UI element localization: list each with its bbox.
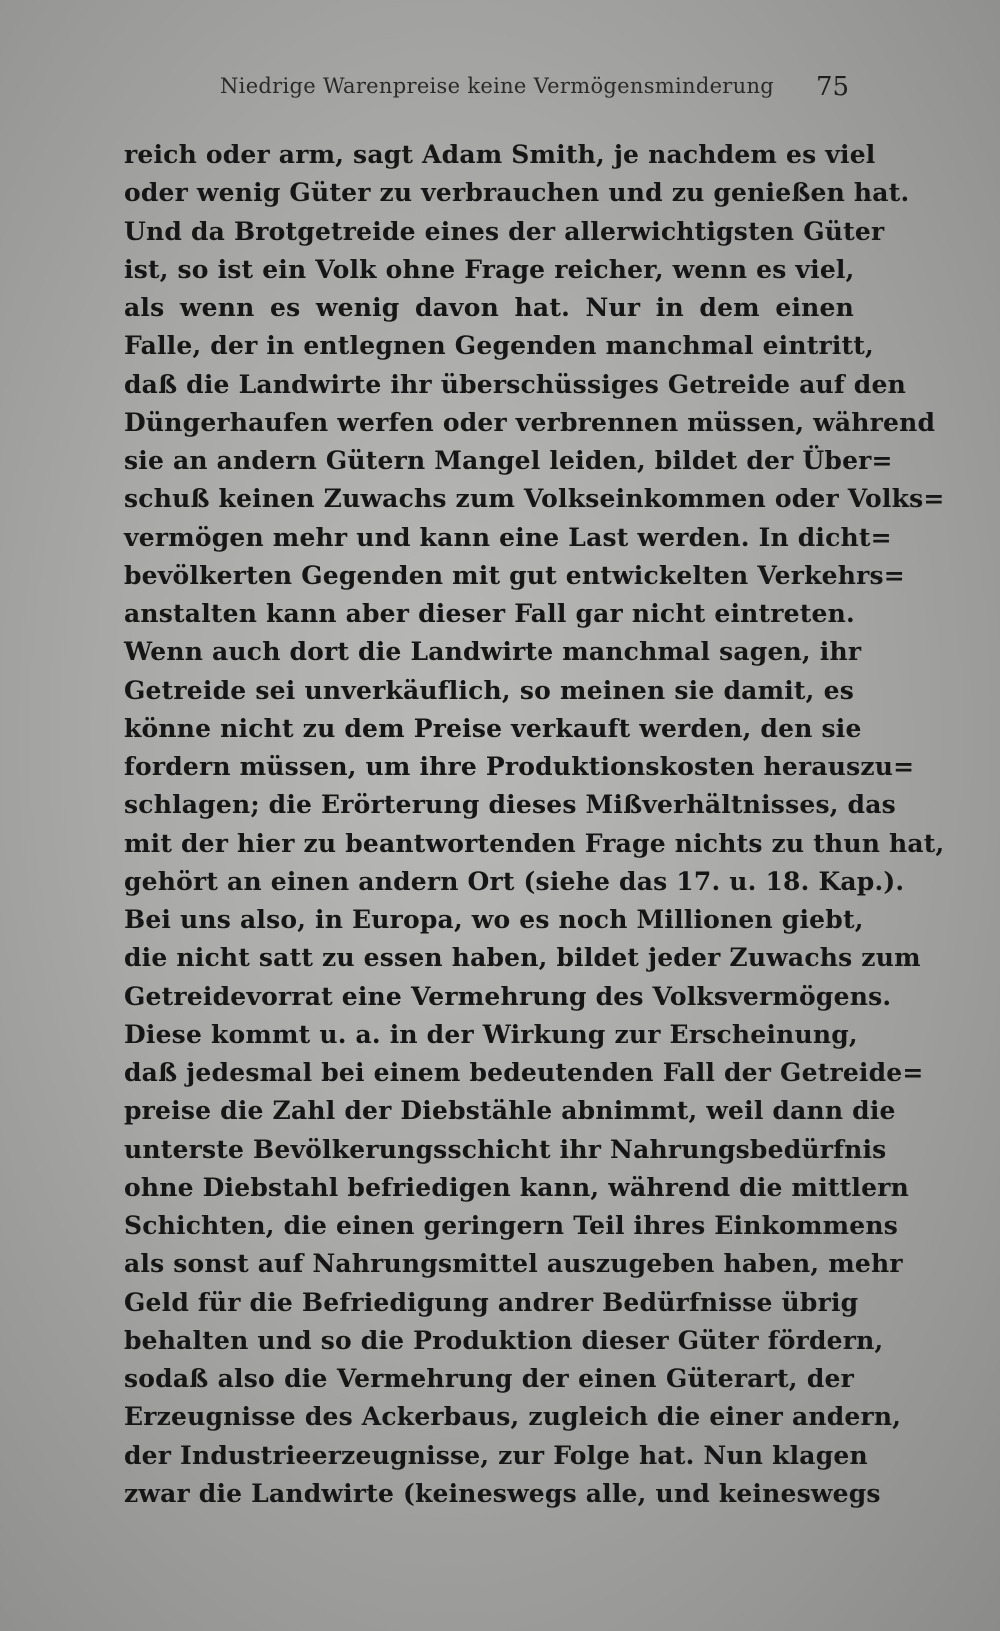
text-line: daß die Landwirte ihr überschüssiges Getreide auf den — [124, 369, 906, 399]
text-line: Getreidevorrat eine Vermehrung des Volksvermögens. — [124, 981, 892, 1011]
text-line: preise die Zahl der Diebstähle abnimmt, weil dann die — [124, 1096, 896, 1126]
text-line: der Industrieerzeugnisse, zur Folge hat. Nun klagen — [124, 1440, 868, 1470]
text-line: die nicht satt zu essen haben, bildet jeder Zuwachs zum — [124, 943, 921, 973]
body-text — [124, 136, 945, 1513]
text-line: Wenn auch dort die Landwirte manchmal sagen, ihr — [124, 637, 862, 667]
text-line: unterste Bevölkerungsschicht ihr Nahrungsbedürfnis — [124, 1134, 887, 1164]
text-line: schlagen; die Erörterung dieses Mißverhältnisses, das — [124, 790, 896, 820]
page-number: 75 — [816, 72, 850, 102]
text-line: anstalten kann aber dieser Fall gar nicht eintreten. — [124, 599, 855, 628]
text-line: könne nicht zu dem Preise verkauft werden, den sie — [124, 713, 862, 743]
text-line: Getreide sei unverkäuflich, so meinen sie damit, es — [124, 675, 854, 705]
text-line: sie an andern Gütern Mangel leiden, bildet der Über= — [124, 446, 893, 475]
text-line: Bei uns also, in Europa, wo es noch Millionen giebt, — [124, 905, 864, 934]
text-line: Und da Brotgetreide eines der allerwichtigsten Güter — [124, 216, 885, 246]
text-line: oder wenig Güter zu verbrauchen und zu genießen hat. — [124, 178, 910, 208]
text-line: Düngerhaufen werfen oder verbrennen müssen, während — [124, 407, 936, 437]
running-title: Niedrige Warenpreise keine Vermögensminderung — [220, 74, 775, 98]
text-line: schuß keinen Zuwachs zum Volkseinkommen oder Volks= — [124, 484, 945, 514]
text-line: reich oder arm, sagt Adam Smith, je nachdem es viel — [124, 140, 876, 169]
text-line: als wenn es wenig davon hat. Nur in dem einen — [124, 293, 854, 322]
text-line: ist, so ist ein Volk ohne Frage reicher, wenn es viel, — [124, 254, 855, 284]
text-line: Falle, der in entlegnen Gegenden manchmal eintritt, — [124, 331, 874, 361]
text-line: vermögen mehr und kann eine Last werden. In dicht= — [124, 522, 892, 552]
text-line: als sonst auf Nahrungsmittel auszugeben haben, mehr — [124, 1249, 903, 1279]
text-line: Diese kommt u. a. in der Wirkung zur Erscheinung, — [124, 1019, 858, 1049]
text-line: mit der hier zu beantwortenden Frage nichts zu thun hat, — [124, 828, 945, 858]
text-line: Schichten, die einen geringern Teil ihres Einkommens — [124, 1211, 899, 1240]
text-line: behalten und so die Produktion dieser Güter fördern, — [124, 1325, 884, 1355]
text-line: zwar die Landwirte (keineswegs alle, und keineswegs — [124, 1478, 881, 1508]
text-line: ohne Diebstahl befriedigen kann, während die mittlern — [124, 1172, 909, 1202]
text-line: fordern müssen, um ihre Produktionskosten herauszu= — [124, 752, 915, 781]
text-line: Geld für die Befriedigung andrer Bedürfnisse übrig — [124, 1287, 859, 1317]
text-line: daß jedesmal bei einem bedeutenden Fall der Getreide= — [124, 1058, 924, 1087]
text-line: Erzeugnisse des Ackerbaus, zugleich die einer andern, — [124, 1402, 902, 1432]
text-line: sodaß also die Vermehrung der einen Güterart, der — [124, 1364, 854, 1393]
text-line: gehört an einen andern Ort (siehe das 17. u. 18. Kap.). — [124, 866, 905, 896]
text-line: bevölkerten Gegenden mit gut entwickelten Verkehrs= — [124, 560, 905, 590]
